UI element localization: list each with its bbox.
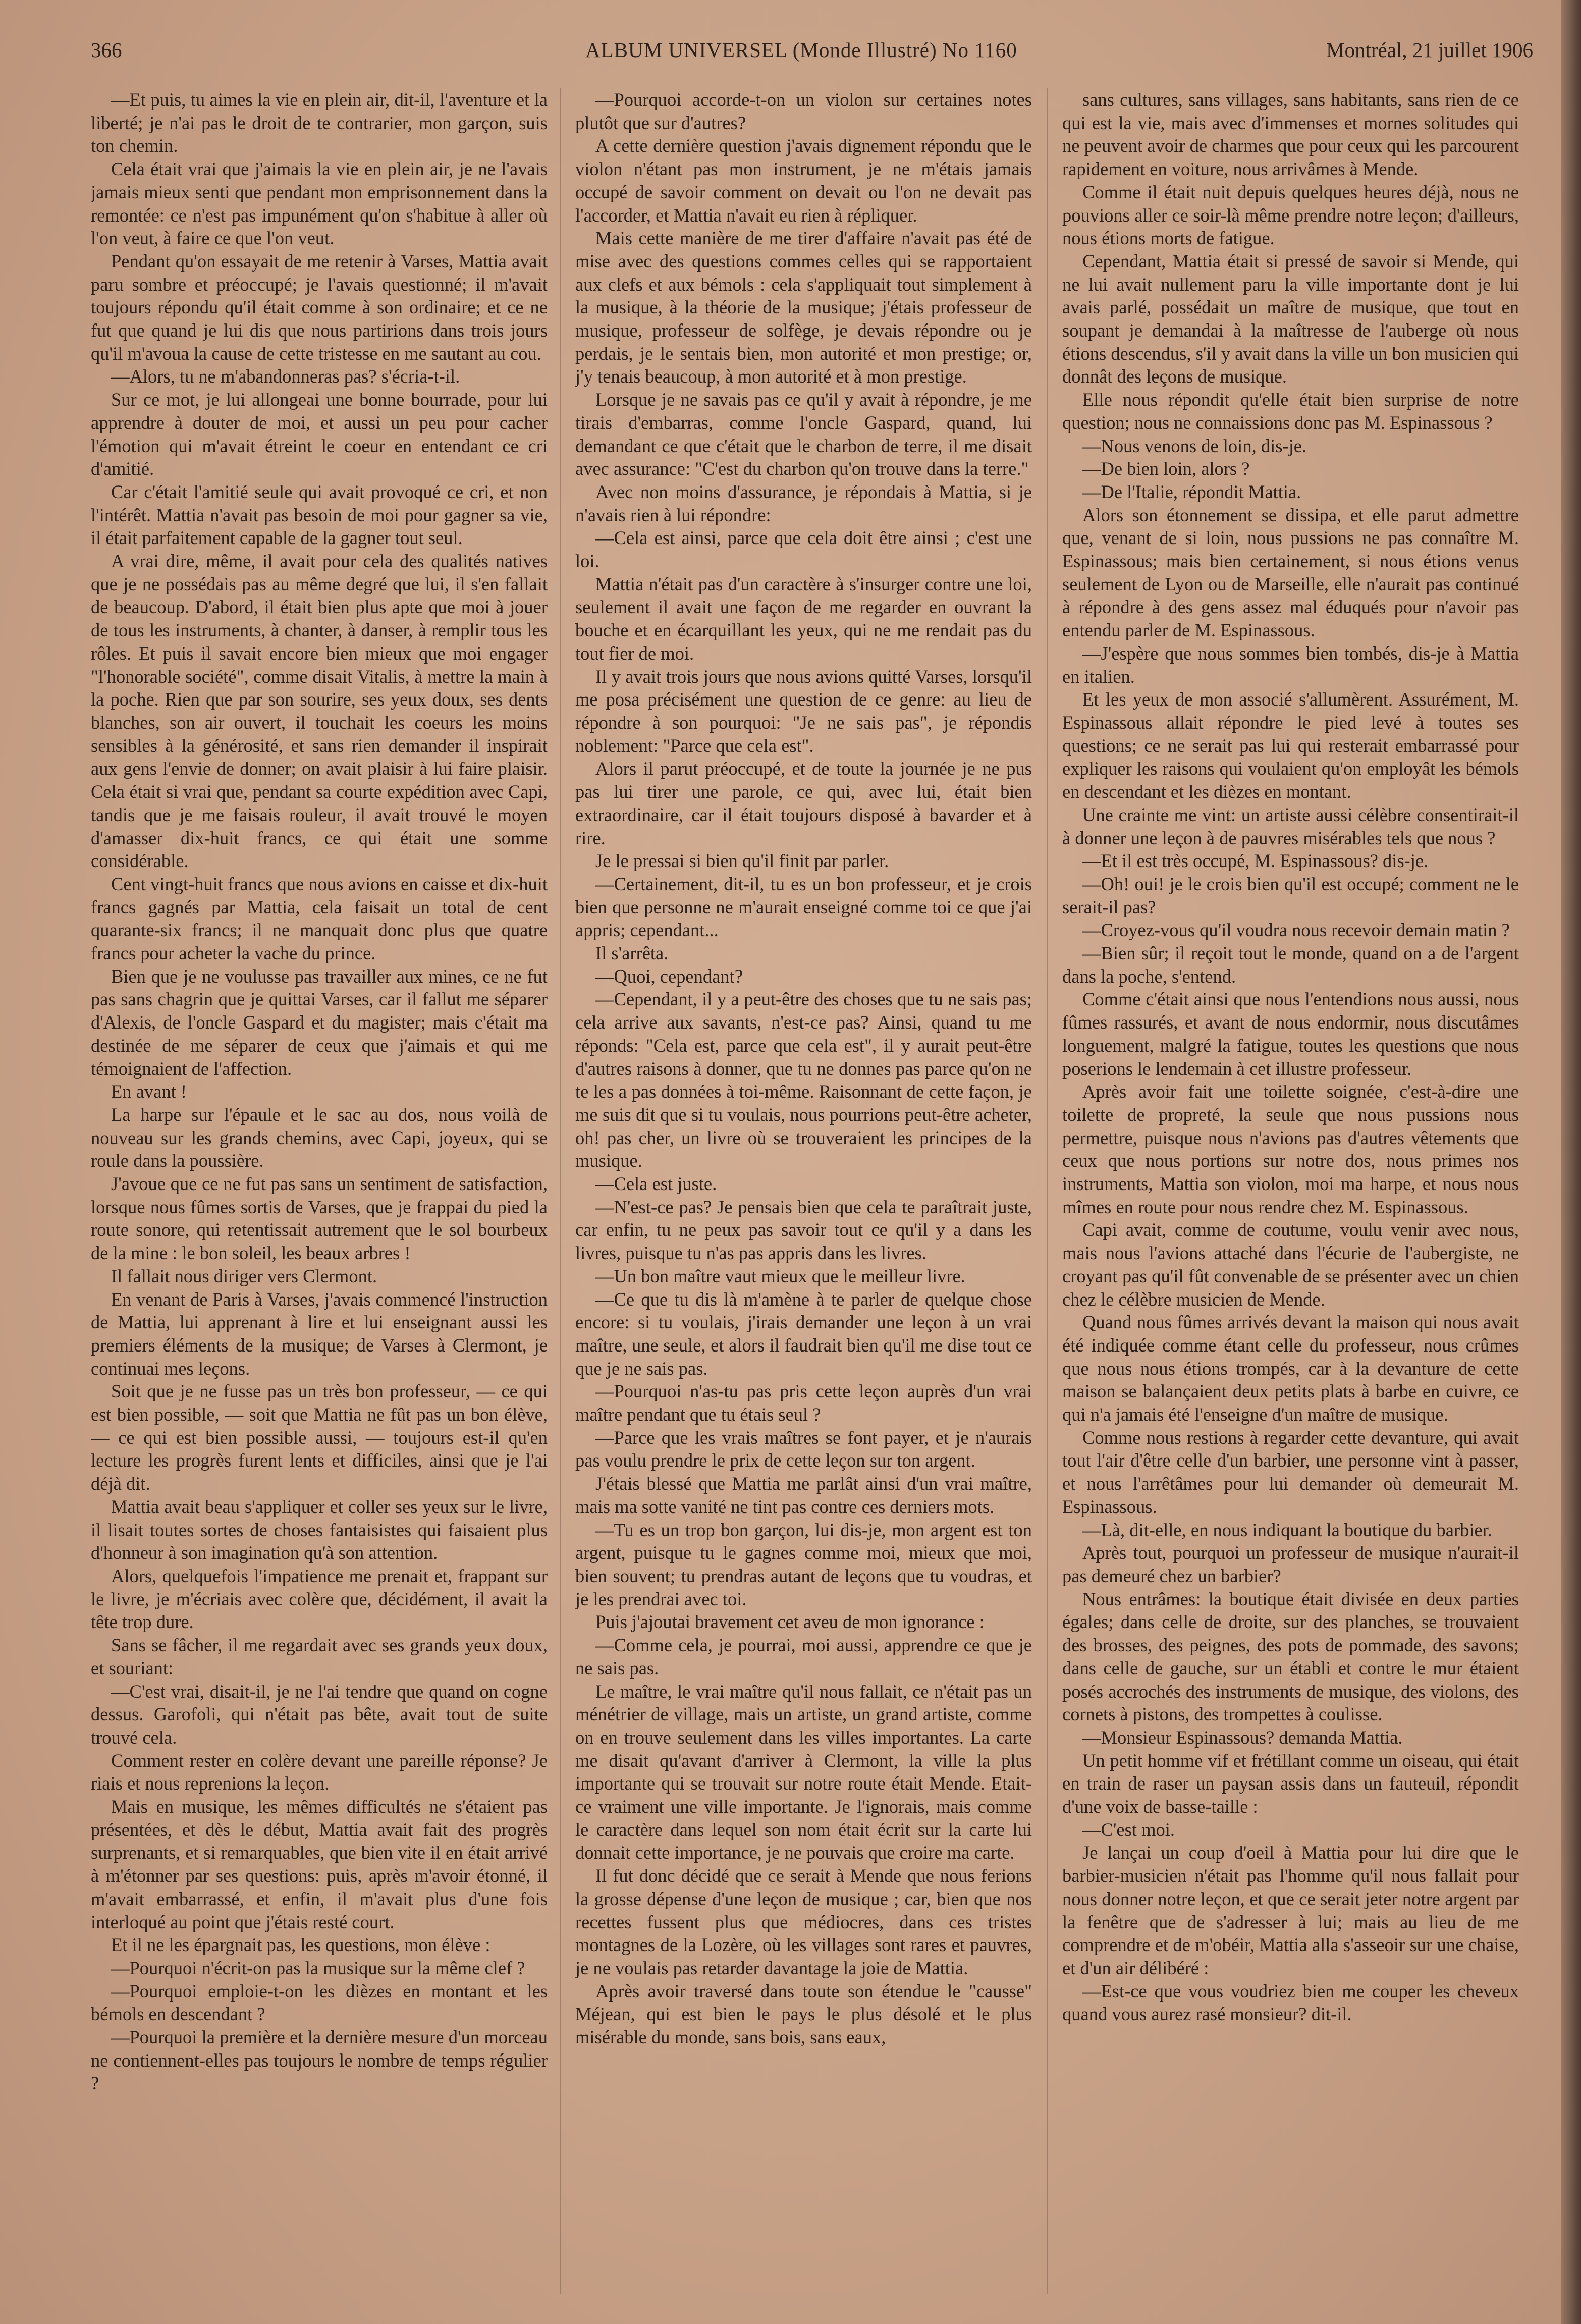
paragraph: —Quoi, cependant? [595,965,743,987]
paragraph: Il fut donc décidé que ce serait à Mende que nous ferions la grosse dépense d'une leçon de musique ; car, bien que nos recettes fussent plus que médiocres, dans ces tristes montagnes de la Lozère, où les villages sont rares et pauvres, je ne voulais pas retarder davantage la joie de Mattia. [575,1865,1032,1978]
paragraph: —Pourquoi la première et la dernière mesure d'un morceau ne contiennent-elles pas toujours le nombre de temps régulier ? [91,2027,548,2094]
masthead: ALBUM UNIVERSEL (Monde Illustré) No 1160 [585,38,1017,62]
paragraph: Comme c'était ainsi que nous l'entendions nous aussi, nous fûmes rassurés, et avant de nous endormir, nous discutâmes longuement, malgré la fatigue, toutes les questions que nous poserions le lendemain à cet illustre professeur. [1062,989,1519,1079]
paragraph: Après avoir fait une toilette soignée, c'est-à-dire une toilette de propreté, la seule que nous pussions nous permettre, puisque nous n'avions pas d'autres vêtements que ceux que nous portions sur notre dos, nous primes nos instruments, Mattia son violon, moi ma harpe, et nous nous mîmes en route pour nous rendre chez M. Espinassous. [1062,1081,1519,1217]
paragraph: La harpe sur l'épaule et le sac au dos, nous voilà de nouveau sur les grands chemins, avec Capi, joyeux, qui se roule dans la poussière. [91,1104,548,1171]
paragraph: Il y avait trois jours que nous avions quitté Varses, lorsqu'il me posa précisément une question de ce genre: au lieu de répondre à son pourquoi: "Je ne sais pas", je répondis noblement: "Parce que cela est". [575,666,1032,756]
paragraph: —Ce que tu dis là m'amène à te parler de quelque chose encore: si tu voulais, j'irais demander une leçon à un vrai maître, une seule, et alors il faudrait bien qu'il me dise tout ce que je ne sais pas. [575,1288,1032,1379]
paragraph: —De bien loin, alors ? [1082,458,1250,479]
paragraph: Le maître, le vrai maître qu'il nous fallait, ce n'était pas un ménétrier de village, mais un artiste, un grand artiste, comme on en trouve seulement dans les villes importantes. La carte me disait qu'avant d'arriver à Clermont, la ville la plus importante qui se trouvait sur notre route était Mende. Etait-ce vraiment une ville importante. Je l'ignorais, mais comme le caractère dans lequel son nom était écrit sur la carte lui donnait cette importance, je ne pouvais que croire ma carte. [575,1681,1032,1863]
paragraph: Pendant qu'on essayait de me retenir à Varses, Mattia avait paru sombre et préoccupé; je l'avais questionné; il m'avait toujours répondu qu'il était comme à son ordinaire; et ce ne fut que quand je lui dis que nous partirions dans trois jours qu'il m'avoua la cause de cette tristesse en me sautant au cou. [91,250,548,364]
text-column-2 [575,88,1032,2299]
paragraph: —Cela est ainsi, parce que cela doit être ainsi ; c'est une loi. [575,527,1032,572]
dateline: Montréal, 21 juillet 1906 [1326,38,1533,62]
paragraph: Une crainte me vint: un artiste aussi célèbre consentirait-il à donner une leçon à de pauvres misérables tels que nous ? [1062,804,1519,848]
paragraph: Il fallait nous diriger vers Clermont. [111,1265,377,1286]
paragraph: —Et il est très occupé, M. Espinassous? dis-je. [1082,850,1429,872]
paragraph: Sans se fâcher, il me regardait avec ses grands yeux doux, et souriant: [91,1635,548,1679]
paragraph: —Bien sûr; il reçoit tout le monde, quand on a de l'argent dans la poche, s'entend. [1062,943,1519,987]
paragraph: —C'est moi. [1082,1819,1175,1840]
column-divider [560,88,561,2294]
paragraph: A vrai dire, même, il avait pour cela des qualités natives que je ne possédais pas au même degré que lui, il s'en fallait de beaucoup. D'abord, il était bien plus apte que moi à jouer de tous les instruments, à chanter, à danser, à remplir tous les rôles. Et puis il savait encore bien mieux que moi engager "l'honorable société", comme disait Vitalis, à mettre la main à la poche. Rien que par son sourire, ses yeux doux, ses dents blanches, son air ouvert, il touchait les coeurs les moins sensibles à la générosité, et sans rien demander il inspirait aux gens l'envie de donner; on avait plaisir à lui faire plaisir. Cela était si vrai que, pendant sa courte expédition avec Capi, tandis que je me faisais rouleur, il avait trouvé le moyen d'amasser dix-huit francs, ce qui était une somme considérable. [91,551,548,872]
paragraph: —N'est-ce pas? Je pensais bien que cela te paraîtrait juste, car enfin, tu ne peux pas savoir tout ce qu'il y a dans les livres, puisque tu n'as pas appris dans les livres. [575,1196,1032,1264]
paragraph: Puis j'ajoutai bravement cet aveu de mon ignorance : [595,1611,985,1633]
paragraph: —Parce que les vrais maîtres se font payer, et je n'aurais pas voulu prendre le prix de cette leçon sur ton argent. [575,1427,1032,1471]
paragraph: Avec non moins d'assurance, je répondais à Mattia, si je n'avais rien à lui répondre: [575,481,1032,525]
paragraph: Cela était vrai que j'aimais la vie en plein air, je ne l'avais jamais mieux senti que pendant mon emprisonnement dans la remontée: ce n'est pas impunément qu'on s'habitue à aller où l'on veut, à faire ce que l'on veut. [91,158,548,249]
paragraph: —Nous venons de loin, dis-je. [1082,435,1307,456]
paragraph: Alors, quelquefois l'impatience me prenait et, frappant sur le livre, je m'écriais avec colère que, décidément, il avait la tête trop dure. [91,1565,548,1633]
text-column-1 [91,88,548,2299]
paragraph: Soit que je ne fusse pas un très bon professeur, — ce qui est bien possible, — soit que Mattia ne fût pas un bon élève, — ce qui est bien possible aussi, — toujours est-il qu'en lecture les progrès furent lents et difficiles, ainsi que je l'ai déjà dit. [91,1381,548,1494]
paragraph: Et il ne les épargnait pas, les questions, mon élève : [111,1934,490,1956]
paragraph: sans cultures, sans villages, sans habitants, sans rien de ce qui est la vie, mais avec d'immenses et mornes solitudes qui ne peuvent avoir de charmes que pour ceux qui les parcourent rapidement en voiture, nous arrivâmes à Mende. [1062,89,1519,180]
paragraph: —Tu es un trop bon garçon, lui dis-je, mon argent est ton argent, puisque tu le gagnes comme moi, mieux que moi, bien souvent; tu prendras autant de leçons que tu voudras, et je les prendrai avec toi. [575,1519,1032,1609]
paragraph: —Cela est juste. [595,1173,717,1195]
paragraph: Bien que je ne voulusse pas travailler aux mines, ce ne fut pas sans chagrin que je quittai Varses, car il fallut me séparer d'Alexis, de l'oncle Gaspard et du magister; mais c'était ma destinée de me séparer de ceux que j'aimais et qui me témoignaient de l'affection. [91,965,548,1079]
paragraph: —Pourquoi n'as-tu pas pris cette leçon auprès d'un vrai maître pendant que tu étais seul ? [575,1381,1032,1425]
page-header [91,38,1533,83]
paragraph: —Monsieur Espinassous? demanda Mattia. [1082,1726,1403,1748]
paragraph: Cent vingt-huit francs que nous avions en caisse et dix-huit francs gagnés par Mattia, cela faisait un total de cent quarante-six francs; il ne manquait donc plus que quatre francs pour acheter la vache du prince. [91,873,548,964]
paragraph: Après avoir traversé dans toute son étendue le "causse" Méjean, qui est bien le pays le plus désolé et le plus misérable du monde, sans bois, sans eaux, [575,1980,1032,2048]
paragraph: Mattia n'était pas d'un caractère à s'insurger contre une loi, seulement il avait une façon de me regarder en ouvrant la bouche et en écarquillant les yeux, qui ne me rendait pas du tout fier de moi. [575,573,1032,664]
paragraph: —Là, dit-elle, en nous indiquant la boutique du barbier. [1082,1519,1492,1540]
paragraph: Comme nous restions à regarder cette devanture, qui avait tout l'air d'être celle d'un barbier, une personne vint à passer, et nous l'arrêtâmes pour lui demander où demeurait M. Espinassous. [1062,1427,1519,1517]
paragraph: En avant ! [111,1081,187,1102]
paragraph: J'étais blessé que Mattia me parlât ainsi d'un vrai maître, mais ma sotte vanité ne tint pas contre ces derniers mots. [575,1473,1032,1517]
paragraph: Je le pressai si bien qu'il finit par parler. [595,850,889,872]
paragraph: Comment rester en colère devant une pareille réponse? Je riais et nous reprenions la leçon. [91,1750,548,1794]
paragraph: —Croyez-vous qu'il voudra nous recevoir demain matin ? [1082,920,1510,941]
paragraph: —Est-ce que vous voudriez bien me couper les cheveux quand vous aurez rasé monsieur? dit-il. [1062,1980,1519,2025]
paragraph: —Pourquoi emploie-t-on les dièzes en montant et les bémols en descendant ? [91,1980,548,2025]
paragraph: Quand nous fûmes arrivés devant la maison qui nous avait été indiquée comme étant celle du professeur, nous crûmes que nous nous étions trompés, car à la devanture de cette maison se balançaient deux petits plats à barbe en cuivre, ce qui n'a jamais été l'enseigne d'un maître de musique. [1062,1312,1519,1425]
paragraph: —J'espère que nous sommes bien tombés, dis-je à Mattia en italien. [1062,642,1519,687]
paragraph: Après tout, pourquoi un professeur de musique n'aurait-il pas demeuré chez un barbier? [1062,1542,1519,1586]
paragraph: Car c'était l'amitié seule qui avait provoqué ce cri, et non l'intérêt. Mattia n'avait pas besoin de moi pour gagner sa vie, il était parfaitement capable de la gagner tout seul. [91,481,548,549]
paragraph: —Pourquoi n'écrit-on pas la musique sur la même clef ? [111,1957,525,1978]
paragraph: —Un bon maître vaut mieux que le meilleur livre. [595,1265,965,1286]
paragraph: Capi avait, comme de coutume, voulu venir avec nous, mais nous l'avions attaché dans l'écurie de l'aubergiste, ne croyant pas qu'il fût convenable de se présenter avec un chien chez le célèbre musicien de Mende. [1062,1219,1519,1310]
column-divider [1047,88,1048,2294]
paragraph: —Pourquoi accorde-t-on un violon sur certaines notes plutôt que sur d'autres? [575,89,1032,133]
paragraph: Mais en musique, les mêmes difficultés ne s'étaient pas présentées, et dès le début, Mattia avait fait des progrès surprenants, et si remarquables, que bien vite il en était arrivé à m'étonner par ses questions: puis, après m'avoir étonné, il m'avait embarrassé, et enfin, il m'avait plus d'une fois interloqué au point que j'étais resté court. [91,1796,548,1932]
paragraph: Alors il parut préoccupé, et de toute la journée je ne pus pas lui tirer une parole, ce qui, avec lui, était bien extraordinaire, car il était toujours disposé à bavarder et à rire. [575,758,1032,848]
paragraph: —Alors, tu ne m'abandonneras pas? s'écria-t-il. [111,366,460,387]
paragraph: Sur ce mot, je lui allongeai une bonne bourrade, pour lui apprendre à douter de moi, et aussi un peu pour cacher l'émotion qui m'avait étreint le coeur en entendant ce cri d'amitié. [91,389,548,479]
paragraph: Lorsque je ne savais pas ce qu'il y avait à répondre, je me tirais d'embarras, comme l'oncle Gaspard, quand, lui demandant ce que c'était que le charbon de terre, il me disait avec assurance: "C'est du charbon qu'on trouve dans la terre." [575,389,1032,479]
paragraph: —De l'Italie, répondit Mattia. [1082,481,1301,502]
paragraph: Cependant, Mattia était si pressé de savoir si Mende, qui ne lui avait nullement paru la ville importante dont je lui avais parlé, possédait un maître de musique, que tout en soupant je demandai à la maîtresse de l'auberge où nous étions descendus, s'il y avait dans la ville un bon musicien qui donnât des leçons de musique. [1062,250,1519,387]
paragraph: Mais cette manière de me tirer d'affaire n'avait pas été de mise avec des questions commes celles qui se rapportaient aux clefs et aux bémols : cela s'appliquait tout simplement à la musique, à la théorie de la musique; j'étais professeur de musique, professeur de solfège, je devais répondre ou je perdais, je le sentais bien, mon autorité et mon prestige; or, j'y tenais beaucoup, à mon autorité et à mon prestige. [575,228,1032,387]
paragraph: —Comme cela, je pourrai, moi aussi, apprendre ce que je ne sais pas. [575,1635,1032,1679]
paragraph: —Certainement, dit-il, tu es un bon professeur, et je crois bien que personne ne m'aurait enseigné comme toi ce que j'ai appris; cependant... [575,873,1032,941]
paragraph: Mattia avait beau s'appliquer et coller ses yeux sur le livre, il lisait toutes sortes de choses fantaisistes qui faisaient plus d'honneur à son imagination qu'à son attention. [91,1496,548,1563]
paragraph: —Cependant, il y a peut-être des choses que tu ne sais pas; cela arrive aux savants, n'est-ce pas? Ainsi, quand tu me réponds: "Cela est, parce que cela est", il y aurait peut-être d'autres raisons à donner, que tu ne donnes pas parce qu'on ne te les a pas données à toi-même. Raisonnant de cette façon, je me suis dit que si tu voulais, nous pourrions peut-être acheter, oh! pas cher, un livre où se trouveraient les principes de la musique. [575,989,1032,1171]
paragraph: Nous entrâmes: la boutique était divisée en deux parties égales; dans celle de droite, sur des planches, se trouvaient des brosses, des peignes, des pots de pommade, des savons; dans celle de gauche, sur un établi et contre le mur étaient posés accrochés des instruments de musique, des violons, des cornets à pistons, des trompettes à coulisse. [1062,1588,1519,1725]
paragraph: Alors son étonnement se dissipa, et elle parut admettre que, venant de si loin, nous pussions ne pas connaître M. Espinassous; mais bien certainement, si nous étions venus seulement de Lyon ou de Marseille, elle n'aurait pas continué à répondre à des gens assez mal éduqués pour n'avoir pas entendu parler de M. Espinassous. [1062,504,1519,641]
paragraph: —Et puis, tu aimes la vie en plein air, dit-il, l'aventure et la liberté; je n'ai pas le droit de te contrarier, mon garçon, suis ton chemin. [91,89,548,156]
paragraph: J'avoue que ce ne fut pas sans un sentiment de satisfaction, lorsque nous fûmes sortis de Varses, que je frappai du pied la route sonore, qui retentissait autrement que le sol bourbeux de la mine : le bon soleil, les beaux arbres ! [91,1173,548,1264]
text-column-3 [1062,88,1519,2299]
paragraph: Comme il était nuit depuis quelques heures déjà, nous ne pouvions aller ce soir-là même prendre notre leçon; d'ailleurs, nous étions morts de fatigue. [1062,181,1519,249]
paragraph: —Oh! oui! je le crois bien qu'il est occupé; comment ne le serait-il pas? [1062,873,1519,917]
page-number: 366 [91,38,122,62]
paragraph: Elle nous répondit qu'elle était bien surprise de notre question; nous ne connaissions donc pas M. Espinassous ? [1062,389,1519,433]
paragraph: Et les yeux de mon associé s'allumèrent. Assurément, M. Espinassous allait répondre le pied levé à toutes ses questions; ce ne serait pas lui qui resterait embarrassé pour expliquer les raisons qui voulaient qu'on employât les bémols en descendant et les dièzes en montant. [1062,689,1519,802]
page-edge [1561,0,1581,2324]
paragraph: Un petit homme vif et frétillant comme un oiseau, qui était en train de raser un paysan assis dans un fauteuil, répondit d'une voix de basse-taille : [1062,1750,1519,1817]
paragraph: Je lançai un coup d'oeil à Mattia pour lui dire que le barbier-musicien n'était pas l'homme qu'il nous fallait pour nous donner notre leçon, et que ce serait jeter notre argent par la fenêtre que de s'adresser à lui; mais au lieu de me comprendre et de m'obéir, Mattia alla s'asseoir sur une chaise, et d'un air délibéré : [1062,1842,1519,1978]
paragraph: Il s'arrêta. [595,943,669,964]
paragraph: —C'est vrai, disait-il, je ne l'ai tendre que quand on cogne dessus. Garofoli, qui n'était pas bête, avait tout de suite trouvé cela. [91,1681,548,1748]
paragraph: A cette dernière question j'avais dignement répondu que le violon n'étant pas mon instrument, je ne m'étais jamais occupé de savoir comment on devait ou l'on ne devait pas l'accorder, et Mattia n'avait eu rien à répliquer. [575,135,1032,226]
paragraph: En venant de Paris à Varses, j'avais commencé l'instruction de Mattia, lui apprenant à lire et lui enseignant aussi les premiers éléments de la musique; de Varses à Clermont, je continuai mes leçons. [91,1288,548,1379]
